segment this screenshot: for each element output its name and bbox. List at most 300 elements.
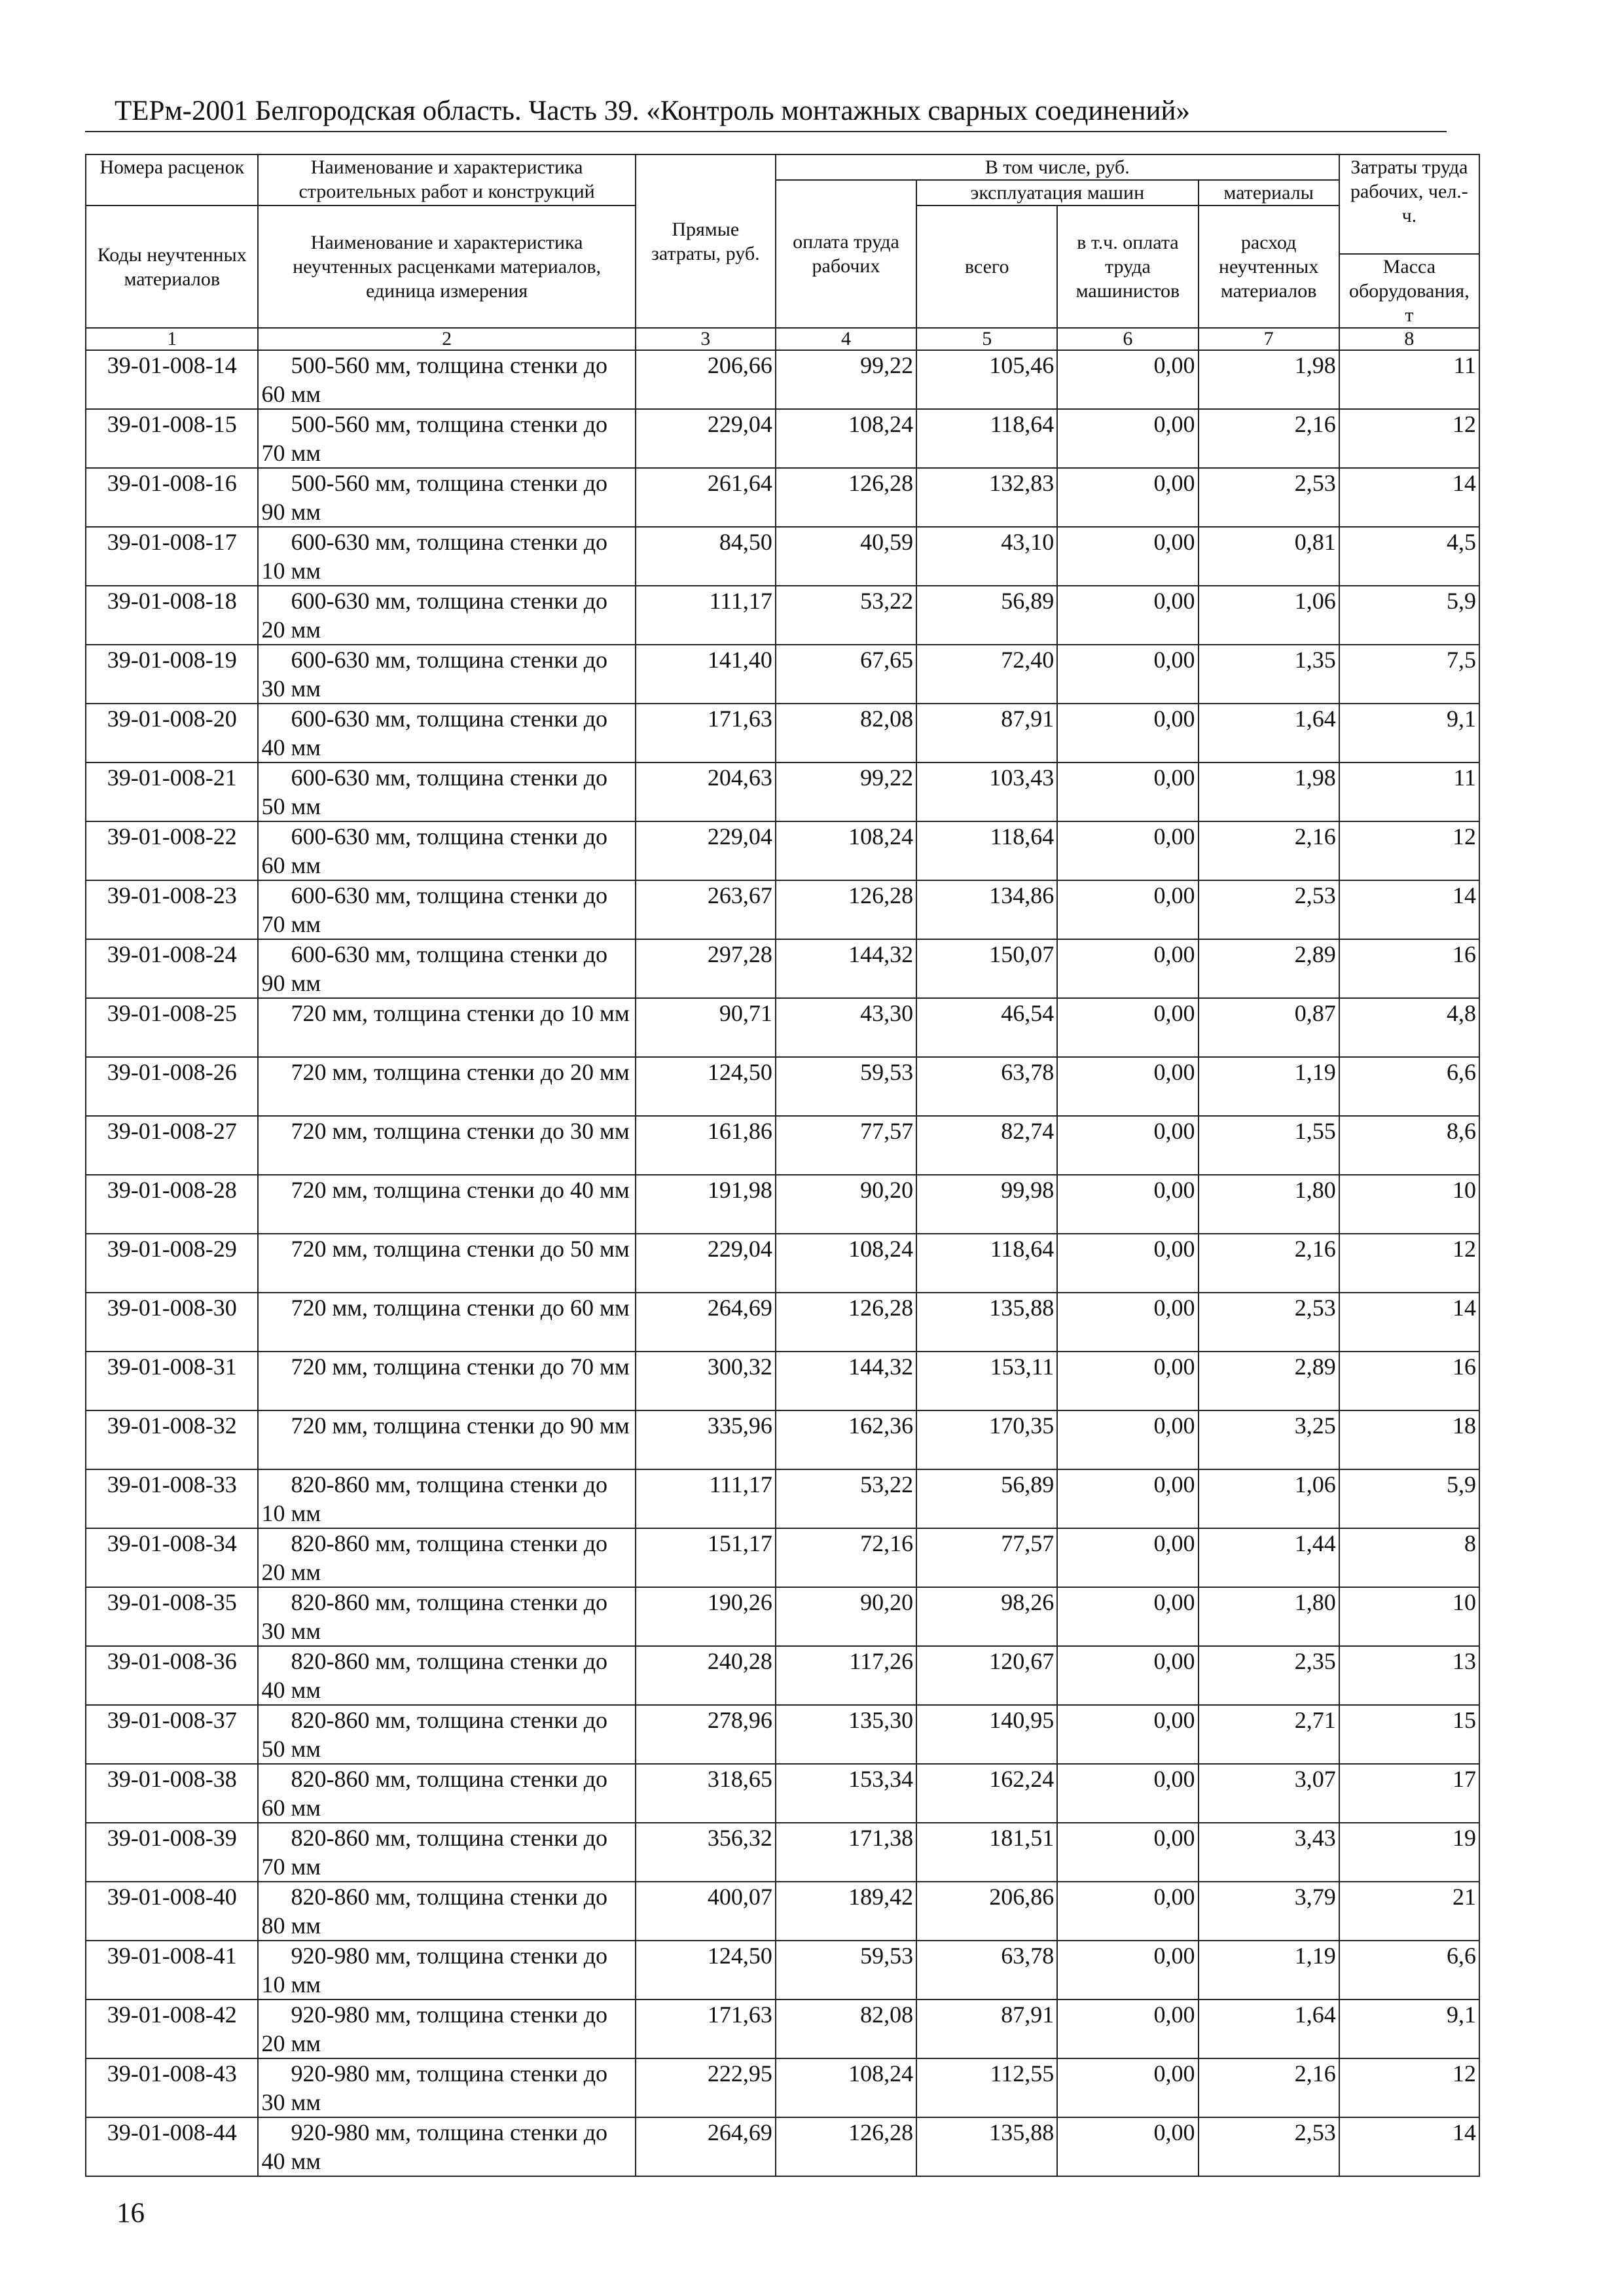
direct-costs-cell: 240,28: [636, 1646, 776, 1705]
table-row: [86, 2117, 1479, 2176]
labor-costs-cell: 4,5: [1339, 527, 1479, 586]
labor-costs-cell: 9,1: [1339, 704, 1479, 762]
table-row: [86, 1764, 1479, 1823]
worker-pay-cell: 126,28: [776, 1293, 916, 1352]
table-row: [86, 704, 1479, 762]
header-machines-total: всего: [916, 206, 1057, 328]
work-name-cell: 600-630 мм, толщина стенки до 20 мм: [258, 586, 635, 645]
materials-cell: 2,53: [1199, 1293, 1339, 1352]
header-machine-operation: эксплуатация машин: [916, 180, 1198, 206]
labor-costs-cell: 11: [1339, 762, 1479, 821]
worker-pay-cell: 82,08: [776, 2000, 916, 2058]
direct-costs-cell: 278,96: [636, 1705, 776, 1764]
work-name-cell: 600-630 мм, толщина стенки до 50 мм: [258, 762, 635, 821]
work-name-cell: 920-980 мм, толщина стенки до 30 мм: [258, 2058, 635, 2117]
direct-costs-cell: 222,95: [636, 2058, 776, 2117]
direct-costs-cell: 141,40: [636, 645, 776, 704]
table-row: [86, 1116, 1479, 1175]
work-name-cell: 920-980 мм, толщина стенки до 20 мм: [258, 2000, 635, 2058]
header-direct-costs: Прямые затраты, руб.: [636, 154, 776, 328]
machines-total-cell: 63,78: [916, 1057, 1057, 1116]
machines-total-cell: 170,35: [916, 1410, 1057, 1469]
direct-costs-cell: 297,28: [636, 939, 776, 998]
page-number: 16: [117, 2198, 145, 2229]
machines-total-cell: 43,10: [916, 527, 1057, 586]
machines-total-cell: 87,91: [916, 704, 1057, 762]
rate-code-cell: 39-01-008-19: [86, 645, 258, 704]
rate-code-cell: 39-01-008-25: [86, 998, 258, 1057]
machines-total-cell: 181,51: [916, 1823, 1057, 1882]
work-name-cell: 720 мм, толщина стенки до 50 мм: [258, 1234, 635, 1293]
header-work-description: Наименование и характеристика строительных работ и конструкций: [258, 154, 635, 206]
machines-total-cell: 206,86: [916, 1882, 1057, 1941]
work-name-cell: 720 мм, толщина стенки до 30 мм: [258, 1116, 635, 1175]
operator-pay-cell: 0,00: [1057, 350, 1198, 409]
direct-costs-cell: 229,04: [636, 409, 776, 468]
rate-code-cell: 39-01-008-14: [86, 350, 258, 409]
direct-costs-cell: 124,50: [636, 1941, 776, 2000]
rate-code-cell: 39-01-008-32: [86, 1410, 258, 1469]
operator-pay-cell: 0,00: [1057, 1293, 1198, 1352]
work-name-cell: 600-630 мм, толщина стенки до 40 мм: [258, 704, 635, 762]
direct-costs-cell: 161,86: [636, 1116, 776, 1175]
worker-pay-cell: 53,22: [776, 586, 916, 645]
rate-code-cell: 39-01-008-43: [86, 2058, 258, 2117]
machines-total-cell: 56,89: [916, 1469, 1057, 1528]
labor-costs-cell: 10: [1339, 1587, 1479, 1646]
worker-pay-cell: 162,36: [776, 1410, 916, 1469]
work-name-cell: 820-860 мм, толщина стенки до 50 мм: [258, 1705, 635, 1764]
labor-costs-cell: 5,9: [1339, 1469, 1479, 1528]
column-number: 7: [1199, 328, 1339, 350]
table-row: [86, 2000, 1479, 2058]
operator-pay-cell: 0,00: [1057, 1410, 1198, 1469]
operator-pay-cell: 0,00: [1057, 880, 1198, 939]
rate-code-cell: 39-01-008-27: [86, 1116, 258, 1175]
work-name-cell: 820-860 мм, толщина стенки до 70 мм: [258, 1823, 635, 1882]
work-name-cell: 820-860 мм, толщина стенки до 40 мм: [258, 1646, 635, 1705]
operator-pay-cell: 0,00: [1057, 2117, 1198, 2176]
work-name-cell: 720 мм, толщина стенки до 40 мм: [258, 1175, 635, 1234]
direct-costs-cell: 204,63: [636, 762, 776, 821]
materials-cell: 1,06: [1199, 586, 1339, 645]
rate-code-cell: 39-01-008-42: [86, 2000, 258, 2058]
operator-pay-cell: 0,00: [1057, 586, 1198, 645]
worker-pay-cell: 99,22: [776, 762, 916, 821]
header-unaccounted-materials: расход неучтенных материалов: [1199, 206, 1339, 328]
operator-pay-cell: 0,00: [1057, 821, 1198, 880]
title-underline: [85, 131, 1447, 132]
table-row: [86, 2058, 1479, 2117]
operator-pay-cell: 0,00: [1057, 468, 1198, 527]
table-row: [86, 1587, 1479, 1646]
materials-cell: 1,19: [1199, 1941, 1339, 2000]
operator-pay-cell: 0,00: [1057, 527, 1198, 586]
materials-cell: 3,43: [1199, 1823, 1339, 1882]
rate-code-cell: 39-01-008-30: [86, 1293, 258, 1352]
work-name-cell: 500-560 мм, толщина стенки до 90 мм: [258, 468, 635, 527]
column-number: 8: [1339, 328, 1479, 350]
labor-costs-cell: 12: [1339, 2058, 1479, 2117]
worker-pay-cell: 90,20: [776, 1587, 916, 1646]
operator-pay-cell: 0,00: [1057, 409, 1198, 468]
operator-pay-cell: 0,00: [1057, 1823, 1198, 1882]
rate-code-cell: 39-01-008-39: [86, 1823, 258, 1882]
materials-cell: 2,89: [1199, 1352, 1339, 1410]
labor-costs-cell: 16: [1339, 939, 1479, 998]
worker-pay-cell: 99,22: [776, 350, 916, 409]
worker-pay-cell: 126,28: [776, 2117, 916, 2176]
work-name-cell: 820-860 мм, толщина стенки до 20 мм: [258, 1528, 635, 1587]
operator-pay-cell: 0,00: [1057, 1705, 1198, 1764]
materials-cell: 1,80: [1199, 1587, 1339, 1646]
rate-code-cell: 39-01-008-33: [86, 1469, 258, 1528]
page-title: ТЕРм-2001 Белгородская область. Часть 39. «Контроль монтажных сварных соединений»: [115, 96, 1191, 126]
materials-cell: 2,16: [1199, 1234, 1339, 1293]
direct-costs-cell: 90,71: [636, 998, 776, 1057]
rate-code-cell: 39-01-008-35: [86, 1587, 258, 1646]
table-row: [86, 762, 1479, 821]
work-name-cell: 600-630 мм, толщина стенки до 60 мм: [258, 821, 635, 880]
operator-pay-cell: 0,00: [1057, 939, 1198, 998]
header-rate-numbers: Номера расценок: [86, 154, 258, 206]
rate-code-cell: 39-01-008-40: [86, 1882, 258, 1941]
labor-costs-cell: 4,8: [1339, 998, 1479, 1057]
direct-costs-cell: 151,17: [636, 1528, 776, 1587]
operator-pay-cell: 0,00: [1057, 2058, 1198, 2117]
labor-costs-cell: 6,6: [1339, 1057, 1479, 1116]
labor-costs-cell: 8,6: [1339, 1116, 1479, 1175]
worker-pay-cell: 82,08: [776, 704, 916, 762]
materials-cell: 1,06: [1199, 1469, 1339, 1528]
direct-costs-cell: 206,66: [636, 350, 776, 409]
operator-pay-cell: 0,00: [1057, 1941, 1198, 2000]
header-material-description: Наименование и характеристика неучтенных расценками материалов, единица измерения: [258, 206, 635, 328]
work-name-cell: 500-560 мм, толщина стенки до 70 мм: [258, 409, 635, 468]
table-row: [86, 1234, 1479, 1293]
labor-costs-cell: 17: [1339, 1764, 1479, 1823]
machines-total-cell: 135,88: [916, 2117, 1057, 2176]
work-name-cell: 820-860 мм, толщина стенки до 80 мм: [258, 1882, 635, 1941]
work-name-cell: 820-860 мм, толщина стенки до 30 мм: [258, 1587, 635, 1646]
labor-costs-cell: 9,1: [1339, 2000, 1479, 2058]
materials-cell: 1,64: [1199, 2000, 1339, 2058]
direct-costs-cell: 335,96: [636, 1410, 776, 1469]
rate-code-cell: 39-01-008-34: [86, 1528, 258, 1587]
column-number: 3: [636, 328, 776, 350]
rate-code-cell: 39-01-008-29: [86, 1234, 258, 1293]
operator-pay-cell: 0,00: [1057, 1764, 1198, 1823]
column-number-row: [86, 328, 1479, 350]
materials-cell: 1,19: [1199, 1057, 1339, 1116]
machines-total-cell: 87,91: [916, 2000, 1057, 2058]
machines-total-cell: 98,26: [916, 1587, 1057, 1646]
worker-pay-cell: 59,53: [776, 1941, 916, 2000]
work-name-cell: 600-630 мм, толщина стенки до 10 мм: [258, 527, 635, 586]
table-row: [86, 1646, 1479, 1705]
operator-pay-cell: 0,00: [1057, 1175, 1198, 1234]
labor-costs-cell: 18: [1339, 1410, 1479, 1469]
worker-pay-cell: 67,65: [776, 645, 916, 704]
work-name-cell: 820-860 мм, толщина стенки до 60 мм: [258, 1764, 635, 1823]
materials-cell: 1,64: [1199, 704, 1339, 762]
direct-costs-cell: 300,32: [636, 1352, 776, 1410]
direct-costs-cell: 318,65: [636, 1764, 776, 1823]
direct-costs-cell: 171,63: [636, 704, 776, 762]
table-row: [86, 1528, 1479, 1587]
rate-code-cell: 39-01-008-17: [86, 527, 258, 586]
work-name-cell: 720 мм, толщина стенки до 10 мм: [258, 998, 635, 1057]
materials-cell: 1,80: [1199, 1175, 1339, 1234]
rate-code-cell: 39-01-008-38: [86, 1764, 258, 1823]
materials-cell: 0,87: [1199, 998, 1339, 1057]
machines-total-cell: 103,43: [916, 762, 1057, 821]
materials-cell: 1,98: [1199, 350, 1339, 409]
table-row: [86, 645, 1479, 704]
machines-total-cell: 82,74: [916, 1116, 1057, 1175]
machines-total-cell: 132,83: [916, 468, 1057, 527]
table-row: [86, 1882, 1479, 1941]
operator-pay-cell: 0,00: [1057, 1587, 1198, 1646]
materials-cell: 2,89: [1199, 939, 1339, 998]
worker-pay-cell: 72,16: [776, 1528, 916, 1587]
labor-costs-cell: 14: [1339, 1293, 1479, 1352]
rate-code-cell: 39-01-008-23: [86, 880, 258, 939]
labor-costs-cell: 19: [1339, 1823, 1479, 1882]
header-including: В том числе, руб.: [776, 154, 1339, 180]
materials-cell: 3,79: [1199, 1882, 1339, 1941]
work-name-cell: 920-980 мм, толщина стенки до 40 мм: [258, 2117, 635, 2176]
worker-pay-cell: 53,22: [776, 1469, 916, 1528]
column-number: 2: [258, 328, 635, 350]
direct-costs-cell: 263,67: [636, 880, 776, 939]
worker-pay-cell: 189,42: [776, 1882, 916, 1941]
table-row: [86, 939, 1479, 998]
column-number: 5: [916, 328, 1057, 350]
rate-code-cell: 39-01-008-22: [86, 821, 258, 880]
rate-code-cell: 39-01-008-36: [86, 1646, 258, 1705]
labor-costs-cell: 13: [1339, 1646, 1479, 1705]
materials-cell: 1,55: [1199, 1116, 1339, 1175]
machines-total-cell: 63,78: [916, 1941, 1057, 2000]
worker-pay-cell: 90,20: [776, 1175, 916, 1234]
materials-cell: 2,53: [1199, 2117, 1339, 2176]
rate-code-cell: 39-01-008-16: [86, 468, 258, 527]
direct-costs-cell: 356,32: [636, 1823, 776, 1882]
labor-costs-cell: 11: [1339, 350, 1479, 409]
work-name-cell: 720 мм, толщина стенки до 90 мм: [258, 1410, 635, 1469]
operator-pay-cell: 0,00: [1057, 1469, 1198, 1528]
operator-pay-cell: 0,00: [1057, 1646, 1198, 1705]
worker-pay-cell: 135,30: [776, 1705, 916, 1764]
work-name-cell: 500-560 мм, толщина стенки до 60 мм: [258, 350, 635, 409]
operator-pay-cell: 0,00: [1057, 1057, 1198, 1116]
labor-costs-cell: 16: [1339, 1352, 1479, 1410]
materials-cell: 2,16: [1199, 821, 1339, 880]
labor-costs-cell: 21: [1339, 1882, 1479, 1941]
work-name-cell: 720 мм, толщина стенки до 60 мм: [258, 1293, 635, 1352]
machines-total-cell: 77,57: [916, 1528, 1057, 1587]
worker-pay-cell: 144,32: [776, 939, 916, 998]
labor-costs-cell: 12: [1339, 821, 1479, 880]
machines-total-cell: 118,64: [916, 821, 1057, 880]
work-name-cell: 820-860 мм, толщина стенки до 10 мм: [258, 1469, 635, 1528]
work-name-cell: 600-630 мм, толщина стенки до 30 мм: [258, 645, 635, 704]
direct-costs-cell: 261,64: [636, 468, 776, 527]
materials-cell: 0,81: [1199, 527, 1339, 586]
materials-cell: 2,16: [1199, 409, 1339, 468]
labor-costs-cell: 10: [1339, 1175, 1479, 1234]
direct-costs-cell: 264,69: [636, 1293, 776, 1352]
rate-code-cell: 39-01-008-26: [86, 1057, 258, 1116]
machines-total-cell: 46,54: [916, 998, 1057, 1057]
operator-pay-cell: 0,00: [1057, 998, 1198, 1057]
header-equipment-mass: Масса оборудования, т: [1339, 254, 1479, 328]
header-materials: материалы: [1199, 180, 1339, 206]
worker-pay-cell: 153,34: [776, 1764, 916, 1823]
materials-cell: 1,44: [1199, 1528, 1339, 1587]
operator-pay-cell: 0,00: [1057, 645, 1198, 704]
rate-code-cell: 39-01-008-31: [86, 1352, 258, 1410]
operator-pay-cell: 0,00: [1057, 1352, 1198, 1410]
labor-costs-cell: 7,5: [1339, 645, 1479, 704]
worker-pay-cell: 126,28: [776, 468, 916, 527]
direct-costs-cell: 190,26: [636, 1587, 776, 1646]
header-material-codes: Коды неучтенных материалов: [86, 206, 258, 328]
machines-total-cell: 72,40: [916, 645, 1057, 704]
labor-costs-cell: 12: [1339, 1234, 1479, 1293]
worker-pay-cell: 117,26: [776, 1646, 916, 1705]
rate-code-cell: 39-01-008-44: [86, 2117, 258, 2176]
machines-total-cell: 99,98: [916, 1175, 1057, 1234]
rate-code-cell: 39-01-008-28: [86, 1175, 258, 1234]
table-row: [86, 821, 1479, 880]
labor-costs-cell: 6,6: [1339, 1941, 1479, 2000]
materials-cell: 2,53: [1199, 880, 1339, 939]
rate-code-cell: 39-01-008-21: [86, 762, 258, 821]
worker-pay-cell: 144,32: [776, 1352, 916, 1410]
worker-pay-cell: 108,24: [776, 821, 916, 880]
rate-code-cell: 39-01-008-41: [86, 1941, 258, 2000]
table-row: [86, 1057, 1479, 1116]
machines-total-cell: 150,07: [916, 939, 1057, 998]
operator-pay-cell: 0,00: [1057, 704, 1198, 762]
rates-table: [85, 154, 1480, 2177]
rate-code-cell: 39-01-008-20: [86, 704, 258, 762]
worker-pay-cell: 171,38: [776, 1823, 916, 1882]
direct-costs-cell: 124,50: [636, 1057, 776, 1116]
table-row: [86, 1175, 1479, 1234]
table-row: [86, 1469, 1479, 1528]
worker-pay-cell: 59,53: [776, 1057, 916, 1116]
materials-cell: 3,07: [1199, 1764, 1339, 1823]
materials-cell: 1,98: [1199, 762, 1339, 821]
worker-pay-cell: 108,24: [776, 1234, 916, 1293]
machines-total-cell: 112,55: [916, 2058, 1057, 2117]
materials-cell: 2,16: [1199, 2058, 1339, 2117]
worker-pay-cell: 126,28: [776, 880, 916, 939]
operator-pay-cell: 0,00: [1057, 1882, 1198, 1941]
header-operator-pay: в т.ч. оплата труда машинистов: [1057, 206, 1198, 328]
table-row: [86, 1823, 1479, 1882]
direct-costs-cell: 111,17: [636, 586, 776, 645]
materials-cell: 2,71: [1199, 1705, 1339, 1764]
header-labor-costs: Затраты труда рабочих, чел.-ч.: [1339, 154, 1479, 254]
machines-total-cell: 118,64: [916, 1234, 1057, 1293]
table-row: [86, 586, 1479, 645]
labor-costs-cell: 5,9: [1339, 586, 1479, 645]
work-name-cell: 600-630 мм, толщина стенки до 70 мм: [258, 880, 635, 939]
machines-total-cell: 105,46: [916, 350, 1057, 409]
machines-total-cell: 153,11: [916, 1352, 1057, 1410]
direct-costs-cell: 229,04: [636, 1234, 776, 1293]
direct-costs-cell: 111,17: [636, 1469, 776, 1528]
machines-total-cell: 134,86: [916, 880, 1057, 939]
direct-costs-cell: 264,69: [636, 2117, 776, 2176]
worker-pay-cell: 108,24: [776, 409, 916, 468]
worker-pay-cell: 77,57: [776, 1116, 916, 1175]
machines-total-cell: 162,24: [916, 1764, 1057, 1823]
direct-costs-cell: 84,50: [636, 527, 776, 586]
table-row: [86, 350, 1479, 409]
table-row: [86, 1352, 1479, 1410]
labor-costs-cell: 12: [1339, 409, 1479, 468]
worker-pay-cell: 43,30: [776, 998, 916, 1057]
machines-total-cell: 120,67: [916, 1646, 1057, 1705]
operator-pay-cell: 0,00: [1057, 1116, 1198, 1175]
machines-total-cell: 56,89: [916, 586, 1057, 645]
materials-cell: 2,35: [1199, 1646, 1339, 1705]
table-row: [86, 880, 1479, 939]
labor-costs-cell: 14: [1339, 468, 1479, 527]
rate-code-cell: 39-01-008-15: [86, 409, 258, 468]
direct-costs-cell: 229,04: [636, 821, 776, 880]
table-row: [86, 1941, 1479, 2000]
work-name-cell: 920-980 мм, толщина стенки до 10 мм: [258, 1941, 635, 2000]
worker-pay-cell: 40,59: [776, 527, 916, 586]
labor-costs-cell: 14: [1339, 880, 1479, 939]
operator-pay-cell: 0,00: [1057, 762, 1198, 821]
work-name-cell: 600-630 мм, толщина стенки до 90 мм: [258, 939, 635, 998]
labor-costs-cell: 15: [1339, 1705, 1479, 1764]
labor-costs-cell: 14: [1339, 2117, 1479, 2176]
direct-costs-cell: 171,63: [636, 2000, 776, 2058]
header-worker-pay: оплата труда рабочих: [776, 180, 916, 328]
column-number: 4: [776, 328, 916, 350]
materials-cell: 1,35: [1199, 645, 1339, 704]
machines-total-cell: 140,95: [916, 1705, 1057, 1764]
table-row: [86, 1293, 1479, 1352]
table-row: [86, 468, 1479, 527]
materials-cell: 2,53: [1199, 468, 1339, 527]
machines-total-cell: 135,88: [916, 1293, 1057, 1352]
labor-costs-cell: 8: [1339, 1528, 1479, 1587]
work-name-cell: 720 мм, толщина стенки до 20 мм: [258, 1057, 635, 1116]
rate-code-cell: 39-01-008-18: [86, 586, 258, 645]
column-number: 1: [86, 328, 258, 350]
column-number: 6: [1057, 328, 1198, 350]
rate-code-cell: 39-01-008-37: [86, 1705, 258, 1764]
table-row: [86, 1410, 1479, 1469]
table-row: [86, 527, 1479, 586]
machines-total-cell: 118,64: [916, 409, 1057, 468]
work-name-cell: 720 мм, толщина стенки до 70 мм: [258, 1352, 635, 1410]
table-row: [86, 409, 1479, 468]
direct-costs-cell: 400,07: [636, 1882, 776, 1941]
operator-pay-cell: 0,00: [1057, 1528, 1198, 1587]
operator-pay-cell: 0,00: [1057, 1234, 1198, 1293]
table-row: [86, 1705, 1479, 1764]
